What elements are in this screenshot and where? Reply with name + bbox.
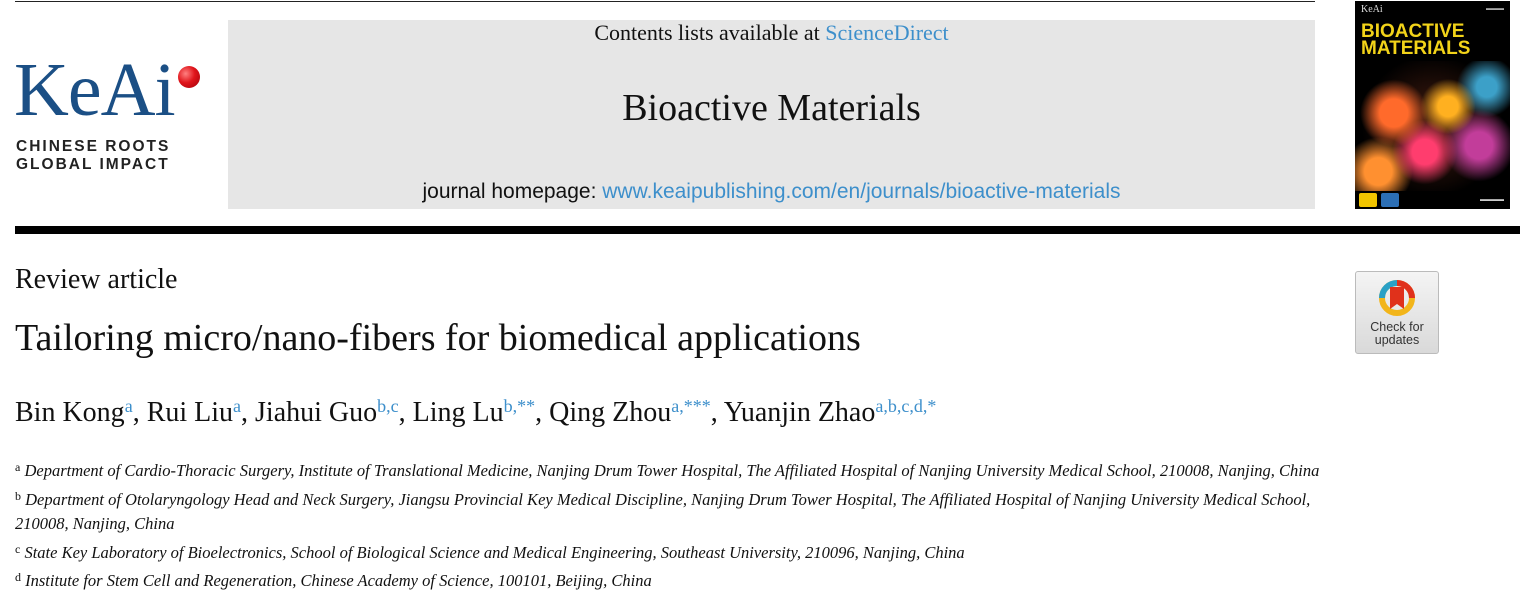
header-rule: [15, 226, 1520, 234]
check-updates-icon: [1377, 278, 1417, 318]
author-name[interactable]: Yuanjin Zhao: [723, 397, 876, 428]
affiliation-text: Department of Otolaryngology Head and Neck Surgery, Jiangsu Provincial Key Medical Discipline, Nanjing Drum Tower Hospital, The Affiliated Hospital of Nanjing University Medical School, 210008, Nanjing, China: [15, 489, 1311, 533]
homepage-line: [228, 180, 1315, 204]
cover-title: [1361, 23, 1470, 57]
check-updates-label: [1356, 321, 1438, 346]
journal-cover[interactable]: [1355, 1, 1510, 209]
affiliation-item: [15, 455, 1335, 484]
check-updates-line-1: Check for: [1370, 320, 1424, 334]
logo-tagline-1: CHINESE ROOTS: [16, 138, 171, 155]
cover-publisher: KeAi: [1361, 4, 1383, 15]
cover-footer: ▬▬▬▬: [1480, 197, 1504, 203]
affiliation-text: Institute for Stem Cell and Regeneration, Chinese Academy of Science, 100101, Beijing, China: [21, 571, 652, 590]
author-name[interactable]: Qing Zhou: [549, 397, 672, 428]
cover-badge-icon: [1359, 193, 1377, 207]
check-for-updates-button[interactable]: [1355, 271, 1439, 354]
author-name[interactable]: Bin Kong: [15, 397, 125, 428]
author-separator: ,: [710, 397, 724, 428]
author-separator: ,: [241, 397, 256, 428]
author-separator: ,: [535, 397, 550, 428]
keai-logo[interactable]: [14, 48, 194, 180]
affiliation-text: State Key Laboratory of Bioelectronics, School of Biological Science and Medical Engineering, Southeast University, 210096, Nanjing, China: [20, 542, 965, 562]
author-affiliation-marker[interactable]: a,***: [671, 396, 711, 416]
affiliation-label: d: [15, 570, 21, 584]
top-rule: [15, 1, 1315, 2]
logo-red-dot-icon: [178, 66, 200, 88]
author-affiliation-marker[interactable]: a: [124, 396, 133, 416]
check-updates-line-2: updates: [1374, 332, 1420, 347]
affiliations: [15, 455, 1335, 594]
author-affiliation-marker[interactable]: a,b,c,d,*: [875, 396, 937, 416]
author-name[interactable]: Jiahui Guo: [255, 397, 378, 428]
article-title: Tailoring micro/nano-fibers for biomedical applications: [15, 317, 861, 359]
author-separator: ,: [132, 397, 147, 428]
homepage-prefix: journal homepage:: [422, 180, 603, 203]
logo-wordmark: KeAi: [14, 48, 175, 132]
journal-name: Bioactive Materials: [622, 87, 921, 129]
cover-badge-icon: [1381, 193, 1399, 207]
affiliation-text: Department of Cardio-Thoracic Surgery, Institute of Translational Medicine, Nanjing Drum Tower Hospital, The Affiliated Hospital of Nanjing University Medical School, 210008, Nanjing, China: [20, 461, 1320, 480]
author-name[interactable]: Ling Lu: [412, 397, 504, 428]
contents-line: [228, 20, 1315, 46]
affiliation-item: [15, 484, 1335, 537]
sciencedirect-link[interactable]: ScienceDirect: [825, 20, 949, 45]
affiliation-item: [15, 537, 1335, 566]
author-affiliation-marker[interactable]: b,**: [503, 396, 536, 416]
author-list: [15, 396, 936, 429]
affiliation-label: a: [15, 460, 21, 474]
cover-issn: ▬▬▬: [1486, 6, 1504, 12]
article-type: Review article: [15, 264, 178, 295]
cover-title-line-1: BIOACTIVE: [1361, 21, 1465, 42]
homepage-link[interactable]: www.keaipublishing.com/en/journals/bioactive-materials: [602, 180, 1121, 203]
author-affiliation-marker[interactable]: b,c: [377, 396, 399, 416]
author-name[interactable]: Rui Liu: [146, 397, 234, 428]
affiliation-label: c: [15, 541, 21, 556]
cover-artwork: [1355, 61, 1510, 191]
contents-prefix: Contents lists available at: [594, 20, 826, 45]
author-affiliation-marker[interactable]: a: [233, 396, 242, 416]
logo-tagline-2: GLOBAL IMPACT: [16, 156, 170, 173]
author-separator: ,: [398, 397, 413, 428]
affiliation-item: [15, 565, 1335, 594]
affiliation-label: b: [15, 488, 21, 503]
journal-banner: [228, 20, 1315, 209]
cover-title-line-2: MATERIALS: [1361, 38, 1471, 59]
